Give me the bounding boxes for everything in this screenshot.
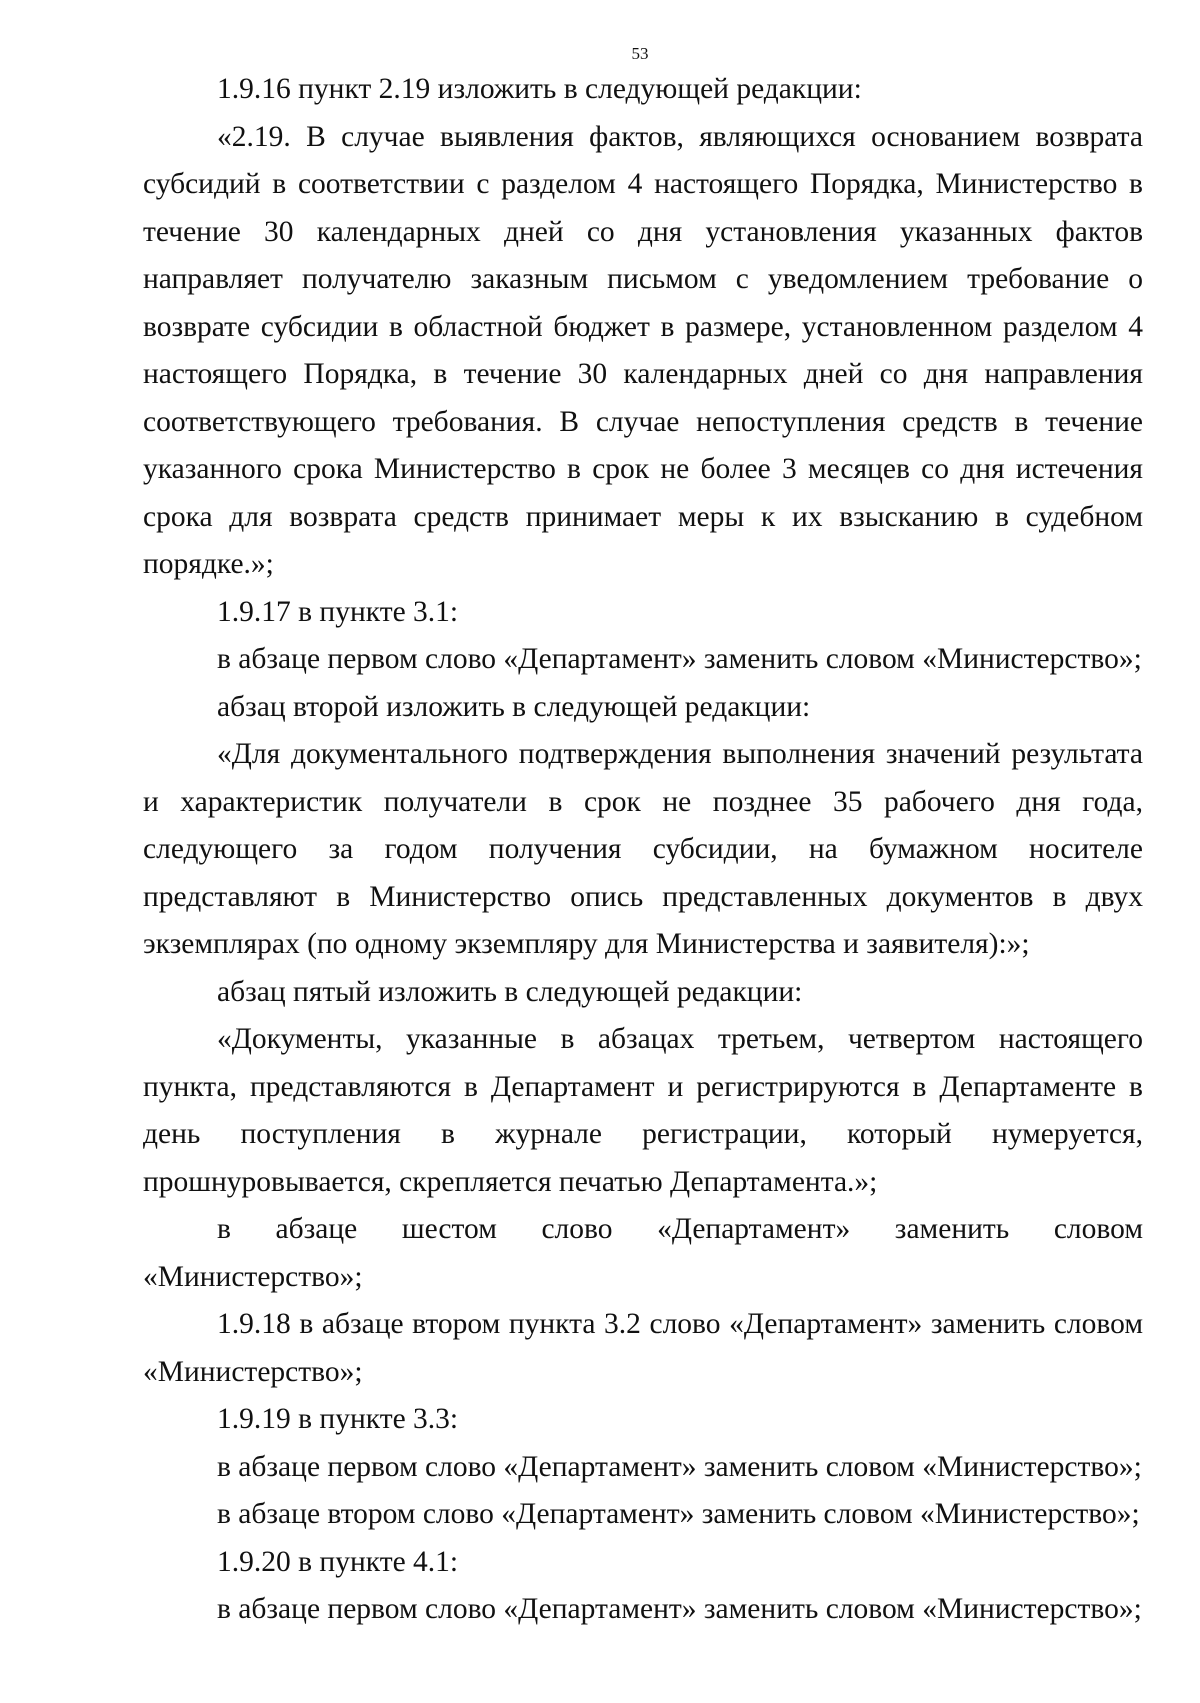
page-number: 53 (631, 44, 649, 63)
paragraph-1-9-19: 1.9.19 в пункте 3.3: (217, 1403, 459, 1435)
paragraph-abzac-vtoroi: абзац второй изложить в следующей редакции: (217, 690, 811, 723)
paragraph-1-9-18: 1.9.18 в абзаце втором пункта 3.2 слово «Департамент» заменить словом «Министерство»; (143, 1308, 1143, 1388)
paragraph-1-9-20: 1.9.20 в пункте 4.1: (217, 1545, 459, 1578)
paragraph-documents-quote: «Документы, указанные в абзацах третьем, четвертом настоящего пункта, представляются в Департамент и регистрируются в Департаменте в день поступления в журнале регистрации, который нумеруется, прошнуровывается, скрепляется печатью Департамента.»; (143, 1023, 1143, 1198)
paragraph-1-9-17: 1.9.17 в пункте 3.1: (217, 595, 459, 628)
paragraph-documentary-quote: «Для документального подтверждения выполнения значений результата и характеристик получатели в срок не позднее 35 рабочего дня года, следующего за годом получения субсидии, на бумажном носителе представляют в Министерство опись представленных документов в двух экземплярах (по одному экземпляру для Министерства и заявителя):»; (143, 738, 1143, 960)
paragraph-3-3-second: в абзаце втором слово «Департамент» заменить словом «Министерство»; (217, 1498, 1140, 1530)
paragraph-abzac-pyatyi: абзац пятый изложить в следующей редакции: (217, 975, 803, 1008)
document-body (143, 66, 1143, 1634)
paragraph-1-9-16: 1.9.16 пункт 2.19 изложить в следующей редакции: (217, 73, 862, 105)
paragraph-abzac-pervyi: в абзаце первом слово «Департамент» заменить словом «Министерство»; (217, 643, 1142, 675)
paragraph-2-19-quote: «2.19. В случае выявления фактов, являющихся основанием возврата субсидий в соответствии с разделом 4 настоящего Порядка, Министерство в течение 30 календарных дней со дня установления указанных фактов направляет получателю заказным письмом с уведомлением требование о возврате субсидии в областной бюджет в размере, установленном разделом 4 настоящего Порядка, в течение 30 календарных дней со дня направления соответствующего требования. В случае непоступления средств в течение указанного срока Министерство в срок не более 3 месяцев со дня истечения срока для возврата средств принимает меры к их взысканию в судебном порядке.»; (143, 120, 1143, 580)
paragraph-abzac-shestoi: в абзаце шестом слово «Департамент» заменить словом «Министерство»; (143, 1213, 1143, 1293)
paragraph-4-1-first: в абзаце первом слово «Департамент» заменить словом «Министерство»; (217, 1593, 1142, 1625)
paragraph-3-3-first: в абзаце первом слово «Департамент» заменить словом «Министерство»; (217, 1450, 1142, 1483)
